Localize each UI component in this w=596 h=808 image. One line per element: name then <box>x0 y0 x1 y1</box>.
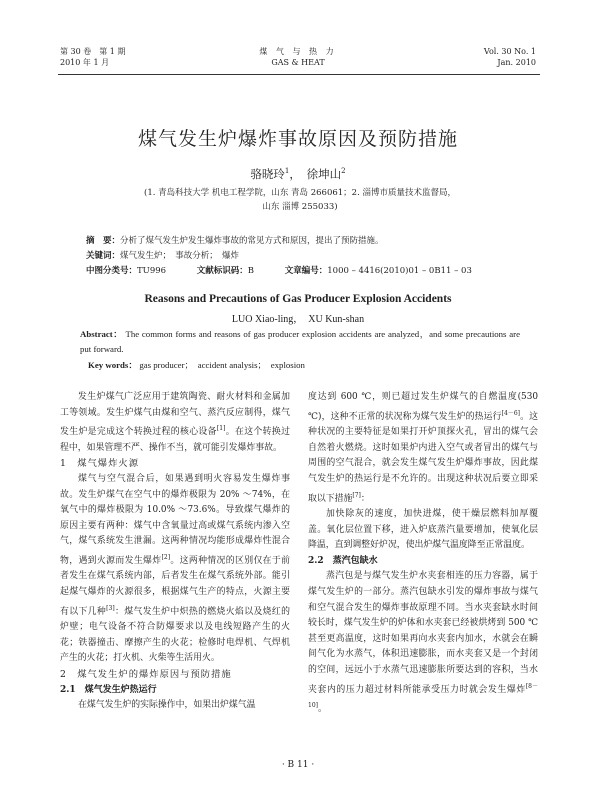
volume-issue-en: Vol. 30 No. 1 <box>483 47 536 56</box>
affiliation-line-2: 山东 淄博 255033) <box>262 202 338 212</box>
clc-label: 中图分类号： <box>86 266 138 276</box>
cn-keywords-text: 煤气发生炉； 事故分析； 爆炸 <box>120 251 240 261</box>
body-column-right <box>308 390 538 718</box>
citation: [8－10] <box>308 682 538 710</box>
paragraph: 在煤气发生炉的实际操作中，如果出炉煤气温 <box>78 700 256 711</box>
citation: [2] <box>161 553 171 561</box>
journal-name-en: GAS & HEAT <box>271 58 325 67</box>
article-no-value: 1000 – 4416(2010)01 – 0B11 – 03 <box>327 266 472 276</box>
english-authors: LUO Xiao-ling， XU Kun-shan <box>231 314 365 325</box>
paragraph: 煤气与空气混合后，如果遇到明火容易发生爆炸事故。发生炉煤气在空气中的爆炸极限为 20% ～74%，在氧气中的爆炸极限为 10.0% ～73.6%。导致煤气爆炸的原因主要有两种：煤气中含氧量过高或煤气系统内渗入空气，煤气系统发生泄漏。这两种情况均能形成爆炸性混合物，遇到火源而发生爆炸[2]。这两种情况的区别仅在于前者发生在煤气系统内部，后者发生在煤气系统外部。能引起煤气爆炸的火源很多，根据煤气生产的特点，火源主要有以下几种[3]：煤气发生炉中炽热的燃烧火焰以及烧红的炉壁；电气设备不符合防爆要求以及电线短路产生的火花；铁器撞击、摩擦产生的火花；检修时电焊机、气焊机产生的火花；打火机、火柴等生活用火。 <box>60 473 291 664</box>
classification-line <box>86 264 516 279</box>
affiliations <box>100 186 500 214</box>
journal-name-cn: 煤 气 与 热 力 <box>259 47 337 56</box>
subsection-heading-2-1: 2.1 煤气发生炉热运行 <box>60 684 157 695</box>
author-1: 骆晓玲 <box>250 167 285 181</box>
paragraph: 加快除灰的速度，加快进煤，使干燥层燃料加厚覆盖。氧化层位置下移，进入炉底蒸汽量要增加，使氧化层降温，直到调整好炉况，使出炉煤气温度降至正常温度。 <box>308 509 538 551</box>
cn-abstract-label: 摘 要： <box>86 236 121 246</box>
author-2-affil: 2 <box>341 167 346 176</box>
paragraph: 度达到 600 ℃，则已超过发生炉煤气的自燃温度(530 ℃)，这种不正常的状况称为煤气发生炉的热运行[4－6]。这种状况的主要特征是如果打开炉顶探火孔，冒出的煤气会自然着火燃烧。这时如果炉内进入空气或者冒出的煤气与周围的空气混合，就会发生煤气发生炉爆炸事故，因此煤气发生炉的热运行是不允许的。出现这种状况后要立即采取以下措施[7]： <box>308 392 539 504</box>
author-2: 徐坤山 <box>306 167 342 181</box>
header-rule <box>58 74 540 75</box>
citation: [3] <box>106 604 115 612</box>
citation: [4－6] <box>501 409 520 417</box>
issue-date: 2010 年 1 月 <box>60 58 110 67</box>
page-number: · B 11 · <box>281 760 315 770</box>
subsection-heading-2-2: 2.2 蒸汽包缺水 <box>308 555 378 566</box>
issue-date-en: Jan. 2010 <box>497 58 536 67</box>
cn-keywords-label: 关键词： <box>86 251 121 261</box>
doc-code-label: 文献标识码： <box>196 266 248 276</box>
author-1-affil: 1 <box>284 167 290 176</box>
section-heading-2: 2 煤气发生炉的爆炸原因与预防措施 <box>60 669 232 680</box>
cn-abstract <box>86 234 516 249</box>
affiliation-line-1: (1. 青岛科技大学 机电工程学院，山东 青岛 266061；2. 淄博市质量技术监督局， <box>144 188 456 198</box>
cn-abstract-text: 分析了煤气发生炉发生爆炸事故的常见方式和原因，提出了预防措施。 <box>120 236 384 246</box>
clc-value: TU996 <box>137 266 167 276</box>
paper-title: 煤气发生炉爆炸事故原因及预防措施 <box>137 128 458 150</box>
paragraph: 蒸汽包是与煤气发生炉水夹套相连的压力容器，属于煤气发生炉的一部分。蒸汽包缺水引发的爆炸事故与煤气和空气混合发生的爆炸事故原理不同。当水夹套缺水时间较长时，煤气发生炉的炉体和水夹套已经被烘烤到 500 ℃甚至更高温度，这时如果再向水夹套内加水，水就会在瞬间气化为水蒸气，体积迅速膨胀，而水夹套又是一个封闭的空间，远远小于水蒸气迅速膨胀所要达到的容积，当水夹套内的压力超过材料所能承受压力时就会发生爆炸[8－10]。 <box>308 571 538 715</box>
english-abstract-text: The common forms and reasons of gas producer explosion accidents are analyzed，and some precautions are put forward. <box>80 329 520 354</box>
english-title: Reasons and Precautions of Gas Producer Explosion Accidents <box>144 293 452 305</box>
section-heading-1: 1 煤气爆炸火源 <box>60 458 139 470</box>
citation: [7] <box>352 491 361 499</box>
english-abstract-label: Abstract： <box>80 329 123 339</box>
paragraph: 发生炉煤气广泛应用于建筑陶瓷、耐火材料和金属加工等领域。发生炉煤气由煤和空气、蒸汽反应制得，煤气发生炉是完成这个转换过程的核心设备[1]。在这个转换过程中，如果管理不严、操作不当，就可能引发爆炸事故。 <box>60 392 291 453</box>
citation: [1] <box>216 425 226 433</box>
english-abstract <box>80 327 520 357</box>
doc-code-value: B <box>247 266 255 276</box>
running-header-right <box>484 46 536 68</box>
body-column-left <box>60 390 290 714</box>
english-keywords-text: gas producer； accident analysis； explosion <box>139 360 305 370</box>
english-keywords-label: Key words： <box>88 360 138 370</box>
volume-issue: 第 30 卷 第 1 期 <box>60 47 126 56</box>
cn-keywords <box>86 249 516 264</box>
author-line <box>0 166 596 182</box>
author-separator: ， <box>289 167 307 181</box>
english-keywords <box>88 358 518 371</box>
article-no-label: 文章编号： <box>284 266 328 276</box>
